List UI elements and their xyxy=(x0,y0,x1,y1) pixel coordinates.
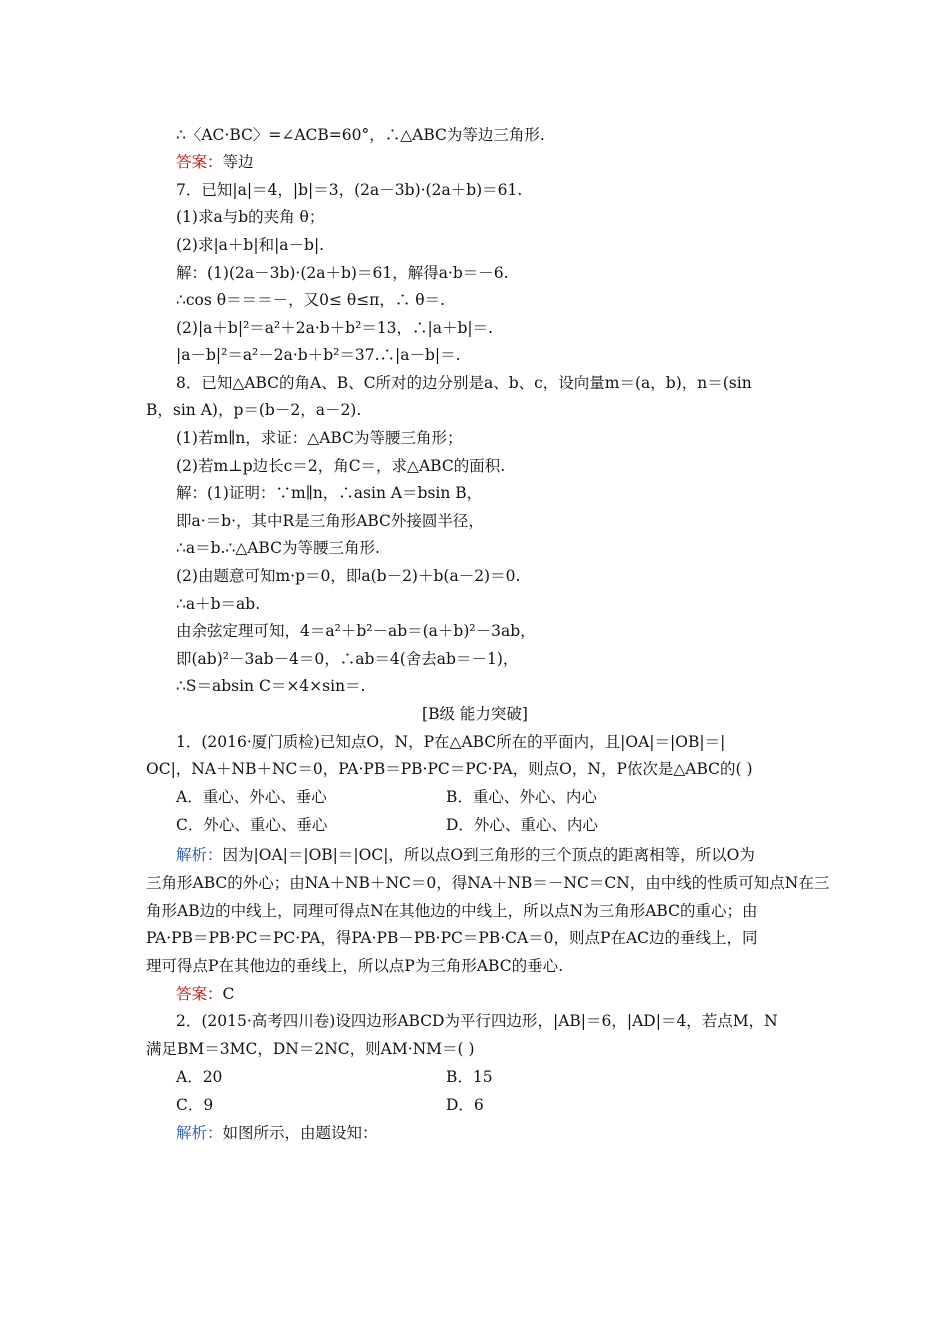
problem-1-statement: 1．(2016·厦门质检)已知点O，N，P在△ABC所在的平面内，且|OA|＝|OB|＝| xyxy=(176,733,726,751)
answer-line xyxy=(176,152,254,172)
answer-label: 答案： xyxy=(176,985,223,1003)
text-line: OC|，NA＋NB＋NC＝0，PA·PB＝PB·PC＝PC·PA，则点O，N，P依次是△ABC的( ) xyxy=(146,760,753,778)
answer-text: C xyxy=(222,985,235,1003)
text-line: ∴cos θ＝＝＝－，又0≤ θ≤π，∴ θ＝. xyxy=(176,291,446,309)
text-line: |a－b|²＝a²－2a·b＋b²＝37.∴|a－b|＝. xyxy=(176,346,461,364)
answer-text: 等边 xyxy=(222,153,254,171)
text-line: 解：(1)证明：∵m∥n，∴asin A＝bsin B， xyxy=(176,484,483,502)
option-a: A．重心、外心、垂心 xyxy=(176,788,327,806)
problem-8-statement: 8．已知△ABC的角A、B、C所对的边分别是a、b、c，设向量m＝(a，b)，n＝(sin xyxy=(176,374,752,392)
text-line: ∴a＋b＝ab. xyxy=(176,595,261,613)
text-line: (2)若m⊥p边长c＝2，角C＝，求△ABC的面积. xyxy=(176,457,506,475)
text-line: 角形AB边的中线上，同理可得点N在其他边的中线上，所以点N为三角形ABC的重心；由 xyxy=(146,902,758,920)
text-line: 即(ab)²－3ab－4＝0，∴ab＝4(舍去ab＝－1)， xyxy=(176,650,519,668)
text-line: (2)由题意可知m·p＝0，即a(b－2)＋b(a－2)＝0. xyxy=(176,567,521,585)
option-d: D．6 xyxy=(446,1096,484,1114)
analysis-line xyxy=(176,845,755,865)
text-line: (1)求a与b的夹角 θ； xyxy=(176,208,325,226)
option-c: C．外心、重心、垂心 xyxy=(176,816,328,834)
analysis-label: 解析： xyxy=(176,1124,223,1142)
text-line: (1)若m∥n，求证：△ABC为等腰三角形； xyxy=(176,429,463,447)
text-line: ∴S＝absin C＝×4×sin＝. xyxy=(176,677,366,695)
text-line: B，sin A)，p＝(b－2，a－2). xyxy=(146,401,362,419)
option-c: C．9 xyxy=(176,1096,214,1114)
section-heading: [B级 能力突破] xyxy=(422,705,528,723)
analysis-text: 如图所示，由题设知： xyxy=(222,1124,378,1142)
analysis-text: 因为|OA|＝|OB|＝|OC|，所以点O到三角形的三个顶点的距离相等，所以O为 xyxy=(222,846,755,864)
text-line: 三角形ABC的外心；由NA＋NB＋NC＝0，得NA＋NB＝－NC＝CN，由中线的性质可知点N在三 xyxy=(146,874,830,892)
problem-2-statement: 2．(2015·高考四川卷)设四边形ABCD为平行四边形，|AB|＝6，|AD|＝4，若点M，N xyxy=(176,1012,778,1030)
text-line: 满足BM＝3MC，DN＝2NC，则AM·NM＝( ) xyxy=(146,1040,475,1058)
text-line: ∴a＝b.∴△ABC为等腰三角形. xyxy=(176,539,380,557)
analysis-line xyxy=(176,1123,378,1143)
text-line: PA·PB＝PB·PC＝PC·PA，得PA·PB－PB·PC＝PB·CA＝0，则点P在AC边的垂线上，同 xyxy=(146,929,758,947)
option-b: B．重心、外心、内心 xyxy=(446,788,597,806)
option-a: A．20 xyxy=(176,1068,223,1086)
answer-label: 答案： xyxy=(176,153,223,171)
problem-7-statement: 7．已知|a|＝4，|b|＝3，(2a－3b)·(2a＋b)＝61. xyxy=(176,181,523,199)
text-line: (2)|a＋b|²＝a²＋2a·b＋b²＝13，∴|a＋b|＝. xyxy=(176,319,494,337)
text-line: 即a·＝b·，其中R是三角形ABC外接圆半径， xyxy=(176,512,484,530)
text-line: (2)求|a＋b|和|a－b|. xyxy=(176,236,325,254)
option-d: D．外心、重心、内心 xyxy=(446,816,598,834)
text-line: ∴〈AC·BC〉=∠ACB=60°，∴△ABC为等边三角形. xyxy=(176,126,545,144)
analysis-label: 解析： xyxy=(176,846,223,864)
option-b: B．15 xyxy=(446,1068,493,1086)
text-line: 解：(1)(2a－3b)·(2a＋b)＝61，解得a·b＝－6. xyxy=(176,264,509,282)
text-line: 理可得点P在其他边的垂线上，所以点P为三角形ABC的垂心. xyxy=(146,957,564,975)
answer-line xyxy=(176,984,234,1004)
text-line: 由余弦定理可知，4＝a²＋b²－ab＝(a＋b)²－3ab， xyxy=(176,622,536,640)
